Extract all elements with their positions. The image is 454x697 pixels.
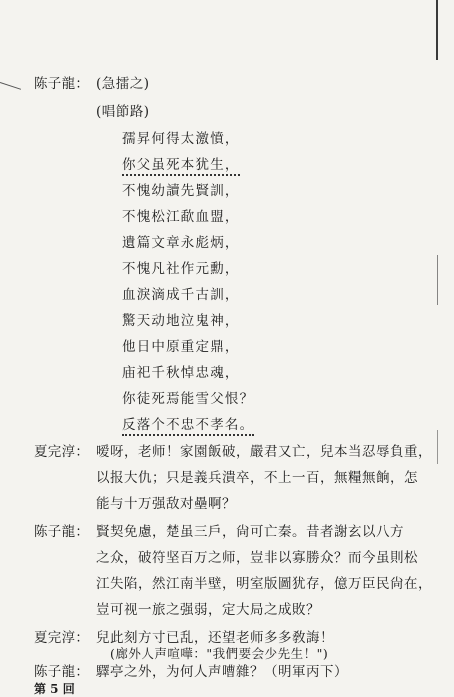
scan-corner-line <box>0 82 21 90</box>
speaker-xia-wanchun: 夏完淳： <box>34 630 90 646</box>
verse-text: 庙祀千秋悼忠魂， <box>122 365 240 381</box>
dialogue-line: 賢契免慮，楚虽三戶，尙可亡秦。昔者謝玄以八方 <box>96 524 404 540</box>
tune-label: (唱節路) <box>96 104 150 120</box>
verse-text: 你徒死焉能雪父恨？ <box>122 391 255 407</box>
offstage-direction: (廊外人声喧嘩："我們要会少先生！") <box>110 646 329 661</box>
dialogue-line: 豈可视一旅之强弱，定大局之成敗？ <box>96 602 320 618</box>
verse-text: 不愧幼讀先賢訓， <box>122 183 240 199</box>
scan-edge-mark <box>436 0 438 60</box>
stage-direction: (急擂之) <box>96 76 150 92</box>
verse-text: 不愧凡社作元勳， <box>122 261 240 277</box>
verse-line <box>122 361 240 381</box>
verse-line <box>122 309 240 329</box>
verse-line <box>122 413 254 433</box>
dialogue-line: 能与十万强敌对壘啊？ <box>96 496 236 512</box>
speaker-chen-zilong: 陈子龍： <box>34 76 90 92</box>
verse-text: 血淚滴成千古訓， <box>122 287 240 303</box>
verse-line <box>122 257 240 277</box>
dialogue-line: 嗳呀，老师！家園飯破，嚴君又亡，兒本当忍辱負重， <box>96 444 432 460</box>
verse-line <box>122 231 240 251</box>
speaker-chen-zilong: 陈子龍： <box>34 664 90 680</box>
dialogue-line: 驛亭之外，为何人声嘈雜？（明軍丙下） <box>96 664 348 680</box>
verse-line <box>122 179 240 199</box>
verse-line <box>122 205 240 225</box>
verse-line <box>122 387 254 407</box>
dialogue-line: 江失陷，然江南半壁，明室版圖犹存，億万臣民尙在， <box>96 576 432 592</box>
verse-line <box>122 335 240 355</box>
verse-text: 反落个不忠不孝名。 <box>122 417 254 436</box>
speaker-chen-zilong: 陈子龍： <box>34 524 90 540</box>
scan-edge-mark <box>437 430 438 464</box>
verse-text: 孺昇何得太激憤， <box>122 131 240 147</box>
dialogue-line: 以报大仇；只是義兵潰卒，不上一百，無糧無餉，怎 <box>96 470 418 486</box>
verse-text: 不愧松江歃血盟， <box>122 209 240 225</box>
speaker-xia-wanchun: 夏完淳： <box>34 444 90 460</box>
verse-line <box>122 127 240 147</box>
verse-text: 你父虽死本犹生， <box>122 157 240 176</box>
scan-edge-mark <box>437 255 438 305</box>
verse-line <box>122 153 240 173</box>
dialogue-line: 之众，破符坚百万之师，豈非以寡勝众？而今虽則松 <box>96 550 418 566</box>
dialogue-line: 兒此刻方寸已乱，还望老师多多敎誨！ <box>96 630 334 646</box>
verse-text: 他日中原重定鼎， <box>122 339 240 355</box>
verse-text: 驚天动地泣鬼神， <box>122 313 240 329</box>
page-footer: 第 5 回 <box>34 682 75 696</box>
verse-line <box>122 283 240 303</box>
verse-text: 遺篇文章永彪炳， <box>122 235 240 251</box>
